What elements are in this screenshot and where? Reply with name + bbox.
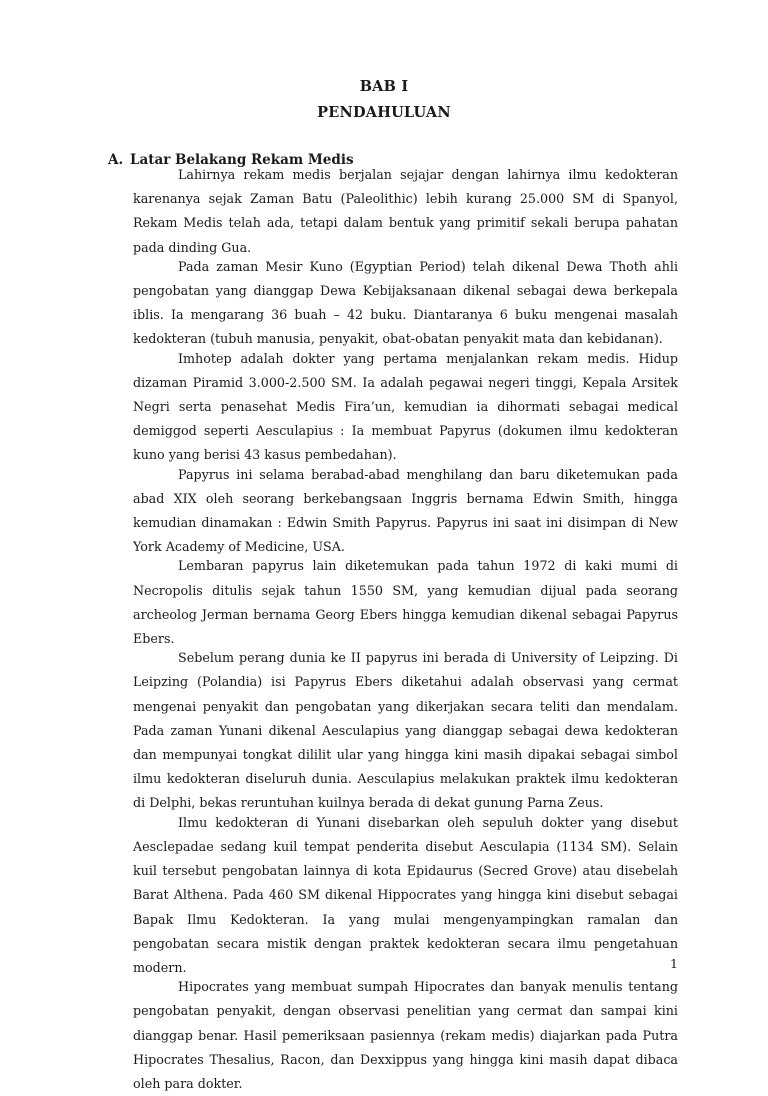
paragraph: Sebelum perang dunia ke II papyrus ini berada di University of Leipzing. Di Leipzing (Polandia) isi Papyrus Ebers diketahui adalah observasi yang cermat mengenai penyakit dan pengobatan yang dikerjakan secara teliti dan mendalam. Pada zaman Yunani dikenal Aesculapius yang dianggap sebagai dewa kedokteran dan mempunyai tongkat dililit ular yang hingga kini masih dipakai sebagai simbol ilmu kedokteran diseluruh dunia. Aesculapius melakukan praktek ilmu kedokteran di Delphi, bekas reruntuhan kuilnya berada di dekat gunung Parna Zeus. — [133, 650, 678, 811]
paragraph: Imhotep adalah dokter yang pertama menjalankan rekam medis. Hidup dizaman Piramid 3.000-2.500 SM. Ia adalah pegawai negeri tinggi, Kepala Arsitek Negri serta penasehat Medis Fira’un, kemudian ia dihormati sebagai medical demiggod seperti Aesculapius : Ia membuat Papyrus (dokumen ilmu kedokteran kuno yang berisi 43 kasus pembedahan). — [133, 350, 678, 463]
paragraph: Ilmu kedokteran di Yunani disebarkan oleh sepuluh dokter yang disebut Aesclepadae sedang kuil tempat penderita disebut Aesculapia (1134 SM). Selain kuil tersebut pengobatan lainnya di kota Epidaurus (Secred Grove) atau disebelah Barat Althena. Pada 460 SM dikenal Hippocrates yang hingga kini disebut sebagai Bapak Ilmu Kedokteran. Ia yang mulai mengenyampingkan ramalan dan pengobatan secara mistik dengan praktek kedokteran secara ilmu pengetahuan modern. — [133, 814, 678, 975]
paragraph: Hipocrates yang membuat sumpah Hipocrates dan banyak menulis tentang pengobatan penyakit, dengan observasi penelitian yang cermat dan sampai kini dianggap benar. Hasil pemeriksaan pasiennya (rekam medis) diajarkan pada Putra Hipocrates Thesalius, Racon, dan Dexxippus yang hingga kini masih dapat dibaca oleh para dokter. — [133, 979, 678, 1091]
body-text — [133, 163, 678, 1096]
paragraph: Pada zaman Mesir Kuno (Egyptian Period) telah dikenal Dewa Thoth ahli pengobatan yang dianggap Dewa Kebijaksanaan dikenal sebagai dewa berkepala iblis. Ia mengarang 36 buah – 42 buku. Diantaranya 6 buku mengenai masalah kedokteran (tubuh manusia, penyakit, obat-obatan penyakit mata dan kebidanan). — [133, 258, 678, 347]
chapter-number: BAB I — [359, 78, 409, 95]
paragraph: Lahirnya rekam medis berjalan sejajar dengan lahirnya ilmu kedokteran karenanya sejak Zaman Batu (Paleolithic) lebih kurang 25.000 SM di Spanyol, Rekam Medis telah ada, tetapi dalam bentuk yang primitif sekali berupa pahatan pada dinding Gua. — [133, 167, 678, 255]
section-title: Latar Belakang Rekam Medis — [130, 152, 354, 168]
chapter-title: PENDAHULUAN — [317, 104, 451, 121]
paragraph: Lembaran papyrus lain diketemukan pada tahun 1972 di kaki mumi di Necropolis ditulis sejak tahun 1550 SM, yang kemudian dijual pada seorang archeolog Jerman bernama Georg Ebers hingga kemudian dikenal sebagai Papyrus Ebers. — [133, 558, 678, 647]
paragraph: Papyrus ini selama berabad-abad menghilang dan baru diketemukan pada abad XIX oleh seorang berkebangsaan Inggris bernama Edwin Smith, hingga kemudian dinamakan : Edwin Smith Papyrus. Papyrus ini saat ini disimpan di New York Academy of Medicine, USA. — [133, 466, 678, 555]
page-number: 1 — [670, 956, 678, 971]
section-letter: A. — [108, 152, 124, 168]
